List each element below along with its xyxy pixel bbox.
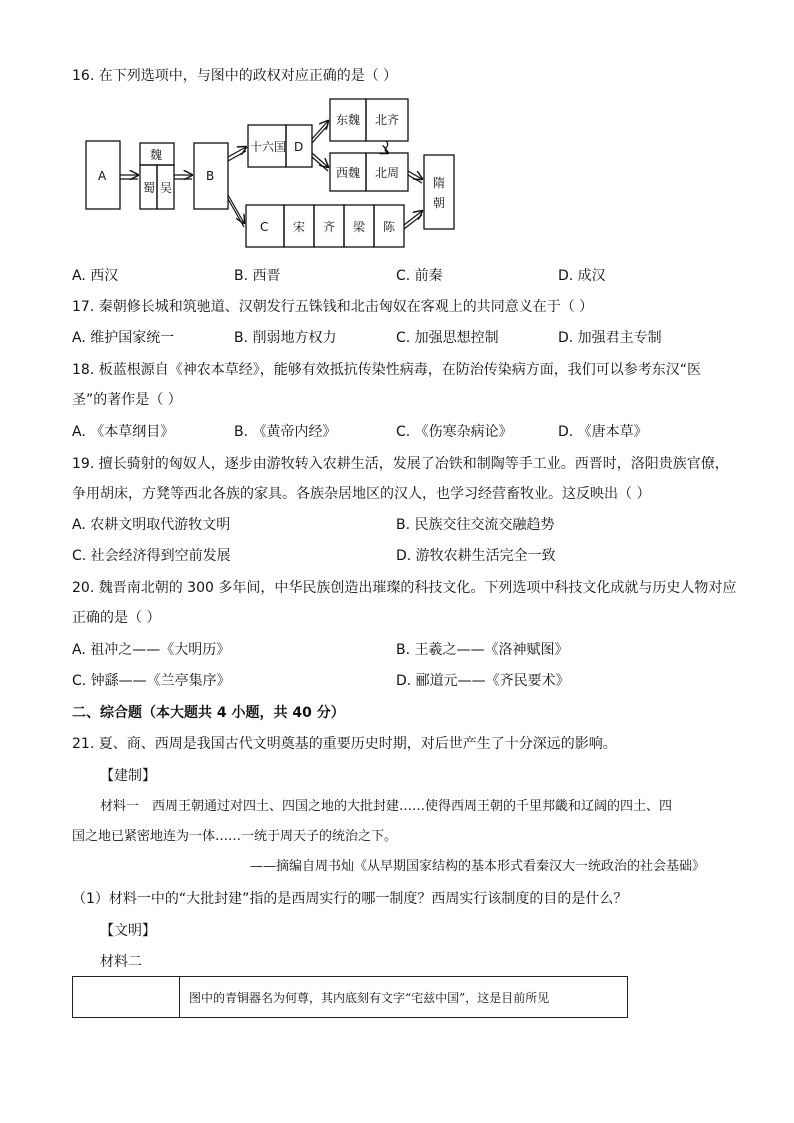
q17-option-a[interactable]: A. 维护国家统一 bbox=[72, 330, 175, 346]
diagram-beizhou: 北周 bbox=[375, 166, 400, 180]
q16-option-d[interactable]: D. 成汉 bbox=[558, 268, 606, 284]
q21-material1-source: ——摘编自周书灿《从早期国家结构的基本形式看秦汉大一统政治的社会基础》 bbox=[250, 859, 706, 874]
q19-option-a[interactable]: A. 农耕文明取代游牧文明 bbox=[72, 517, 231, 533]
q19-option-c[interactable]: C. 社会经济得到空前发展 bbox=[72, 548, 231, 564]
q18-option-d[interactable]: D. 《唐本草》 bbox=[558, 424, 648, 440]
diagram-chen: 陈 bbox=[383, 220, 396, 234]
q20-option-b[interactable]: B. 王羲之——《洛神赋图》 bbox=[396, 642, 569, 658]
q19-option-b[interactable]: B. 民族交往交流交融趋势 bbox=[396, 517, 555, 533]
section-2-heading: 二、综合题（本大题共 4 小题，共 40 分） bbox=[72, 705, 345, 721]
q18-option-a[interactable]: A. 《本草纲目》 bbox=[72, 424, 175, 440]
q20-option-a[interactable]: A. 祖冲之——《大明历》 bbox=[72, 642, 231, 658]
q19-stem-line2: 争用胡床，方凳等西北各族的家具。各族杂居地区的汉人，也学习经营畜牧业。这反映出（ ） bbox=[72, 486, 651, 502]
diagram-song: 宋 bbox=[293, 220, 306, 234]
q18-option-c[interactable]: C. 《伤寒杂病论》 bbox=[396, 424, 513, 440]
diagram-chao: 朝 bbox=[433, 196, 446, 210]
q21-material2-label: 材料二 bbox=[100, 954, 142, 970]
diagram-sui: 隋 bbox=[433, 176, 446, 190]
material2-table bbox=[72, 976, 628, 1018]
diagram-beiqi: 北齐 bbox=[375, 113, 400, 127]
q21-tag-jianzhi: 【建制】 bbox=[100, 768, 156, 784]
q16-option-a[interactable]: A. 西汉 bbox=[72, 268, 119, 284]
q20-stem-line1: 20. 魏晋南北朝的 300 多年间，中华民族创造出璀璨的科技文化。下列选项中科技文化成就与历史人物对应 bbox=[72, 580, 737, 596]
diagram-liang: 梁 bbox=[353, 220, 366, 234]
q18-option-b[interactable]: B. 《黄帝内经》 bbox=[234, 424, 337, 440]
q20-stem-line2: 正确的是（ ） bbox=[72, 610, 161, 626]
diagram-qi: 齐 bbox=[323, 220, 336, 234]
q21-tag-wenming: 【文明】 bbox=[100, 923, 156, 939]
diagram-c: C bbox=[260, 220, 269, 234]
diagram-d: D bbox=[294, 140, 304, 154]
q20-option-d[interactable]: D. 郦道元——《齐民要术》 bbox=[396, 673, 570, 689]
diagram-b: B bbox=[206, 169, 215, 183]
q21-stem: 21. 夏、商、西周是我国古代文明奠基的重要历史时期，对后世产生了十分深远的影响。 bbox=[72, 736, 617, 752]
diagram-xiwei: 西魏 bbox=[336, 166, 361, 180]
diagram-a: A bbox=[98, 169, 107, 183]
diagram-sixteen: 十六国 bbox=[250, 140, 287, 154]
q16-stem: 16. 在下列选项中，与图中的政权对应正确的是（ ） bbox=[72, 68, 398, 84]
q17-option-c[interactable]: C. 加强思想控制 bbox=[396, 330, 499, 346]
diagram-wu: 吴 bbox=[160, 181, 173, 195]
q19-option-d[interactable]: D. 游牧农耕生活完全一致 bbox=[396, 548, 556, 564]
q21-subquestion-1: （1）材料一中的“大批封建”指的是西周实行的哪一制度？西周实行该制度的目的是什么？ bbox=[72, 891, 628, 907]
q20-option-c[interactable]: C. 钟繇——《兰亭集序》 bbox=[72, 673, 231, 689]
q17-stem: 17. 秦朝修长城和筑驰道、汉朝发行五铢钱和北击匈奴在客观上的共同意义在于（ ） bbox=[72, 299, 594, 315]
q18-stem-line1: 18. 板蓝根源自《神农本草经》，能够有效抵抗传染性病毒，在防治传染病方面，我们可以参考东汉“医 bbox=[72, 362, 701, 378]
diagram-wei: 魏 bbox=[150, 148, 163, 162]
q21-material1-line1: 材料一 西周王朝通过对四土、四国之地的大批封建……使得西周王朝的千里邦畿和辽阔的四土、四 bbox=[100, 799, 673, 814]
q16-option-c[interactable]: C. 前秦 bbox=[396, 268, 443, 284]
diagram-shu: 蜀 bbox=[143, 181, 156, 195]
material2-image-cell bbox=[73, 977, 180, 1017]
material2-text-cell: 图中的青铜器名为何尊，其内底刻有文字“宅兹中国”，这是目前所见 bbox=[189, 991, 550, 1005]
q16-option-b[interactable]: B. 西晋 bbox=[234, 268, 281, 284]
q17-option-d[interactable]: D. 加强君主专制 bbox=[558, 330, 662, 346]
q19-stem-line1: 19. 擅长骑射的匈奴人，逐步由游牧转入农耕生活，发展了冶铁和制陶等手工业。西晋时，洛阳贵族官僚， bbox=[72, 456, 729, 472]
diagram-dongwei: 东魏 bbox=[336, 113, 361, 127]
q21-material1-line2: 国之地已紧密地连为一体……一统于周天子的统治之下。 bbox=[72, 829, 398, 844]
q17-option-b[interactable]: B. 削弱地方权力 bbox=[234, 330, 337, 346]
q18-stem-line2: 圣”的著作是（ ） bbox=[72, 392, 182, 408]
